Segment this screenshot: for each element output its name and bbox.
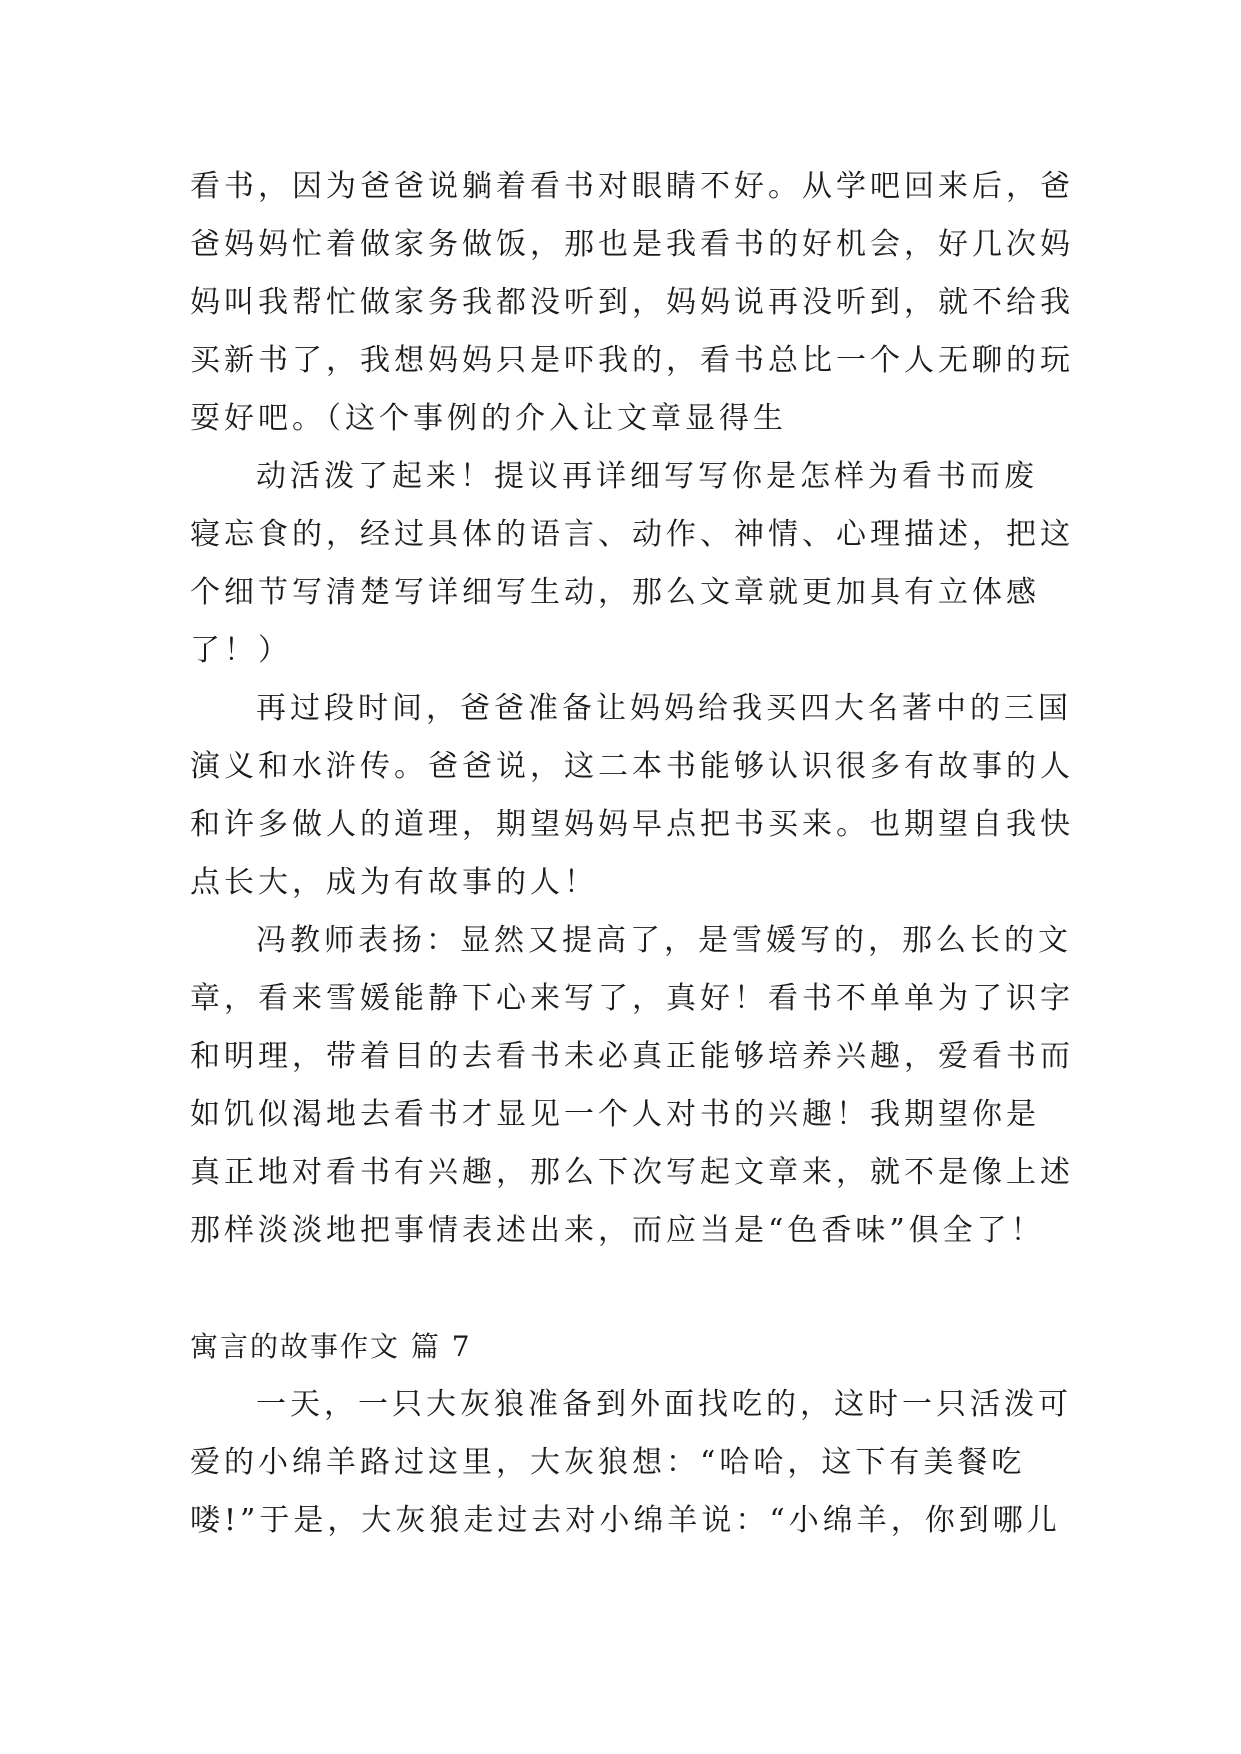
- text-line: 寝忘食的，经过具体的语言、动作、神情、心理描述，把这: [190, 517, 1074, 552]
- text-line: 再过段时间，爸爸准备让妈妈给我买四大名著中的三国: [256, 691, 1072, 726]
- text-line: 演义和水浒传。爸爸说，这二本书能够认识很多有故事的人: [190, 749, 1074, 784]
- text-line: 买新书了，我想妈妈只是吓我的，看书总比一个人无聊的玩: [190, 343, 1074, 378]
- paragraph: [190, 158, 1074, 448]
- text-line: 一天，一只大灰狼准备到外面找吃的，这时一只活泼可: [256, 1387, 1072, 1422]
- paragraph: [190, 1376, 1070, 1550]
- text-line: 那样淡淡地把事情表述出来，而应当是“色香味”俱全了！: [190, 1213, 1045, 1248]
- text-line: 看书，因为爸爸说躺着看书对眼睛不好。从学吧回来后，爸: [190, 169, 1074, 204]
- paragraph: [190, 448, 1074, 680]
- text-line: 个细节写清楚写详细写生动，那么文章就更加具有立体感: [190, 575, 1040, 610]
- text-line: 冯教师表扬：显然又提高了，是雪媛写的，那么长的文: [256, 923, 1072, 958]
- text-line: 妈叫我帮忙做家务我都没听到，妈妈说再没听到，就不给我: [190, 285, 1074, 320]
- text-line: 爸妈妈忙着做家务做饭，那也是我看书的好机会，好几次妈: [190, 227, 1074, 262]
- section-title: 寓言的故事作文 篇 7: [190, 1330, 472, 1363]
- text-line: 真正地对看书有兴趣，那么下次写起文章来，就不是像上述: [190, 1155, 1074, 1190]
- text-line: 动活泼了起来！提议再详细写写你是怎样为看书而废: [256, 459, 1038, 494]
- document-body: [190, 158, 1074, 1550]
- text-line: 点长大，成为有故事的人！: [190, 865, 598, 900]
- text-line: 了！）: [190, 633, 292, 668]
- text-line: 如饥似渴地去看书才显见一个人对书的兴趣！我期望你是: [190, 1097, 1040, 1132]
- paragraph: [190, 912, 1074, 1260]
- text-line: 爱的小绵羊路过这里，大灰狼想：“哈哈，这下有美餐吃: [190, 1445, 1026, 1480]
- text-line: 和许多做人的道理，期望妈妈早点把书买来。也期望自我快: [190, 807, 1074, 842]
- text-line: 耍好吧。（这个事例的介入让文章显得生: [190, 401, 787, 436]
- paragraph: [190, 680, 1074, 912]
- text-line: 和明理，带着目的去看书未必真正能够培养兴趣，爱看书而: [190, 1039, 1074, 1074]
- text-line: 章，看来雪媛能静下心来写了，真好！看书不单单为了识字: [190, 981, 1074, 1016]
- text-line: 喽!”于是，大灰狼走过去对小绵羊说：“小绵羊，你到哪儿: [190, 1503, 1061, 1538]
